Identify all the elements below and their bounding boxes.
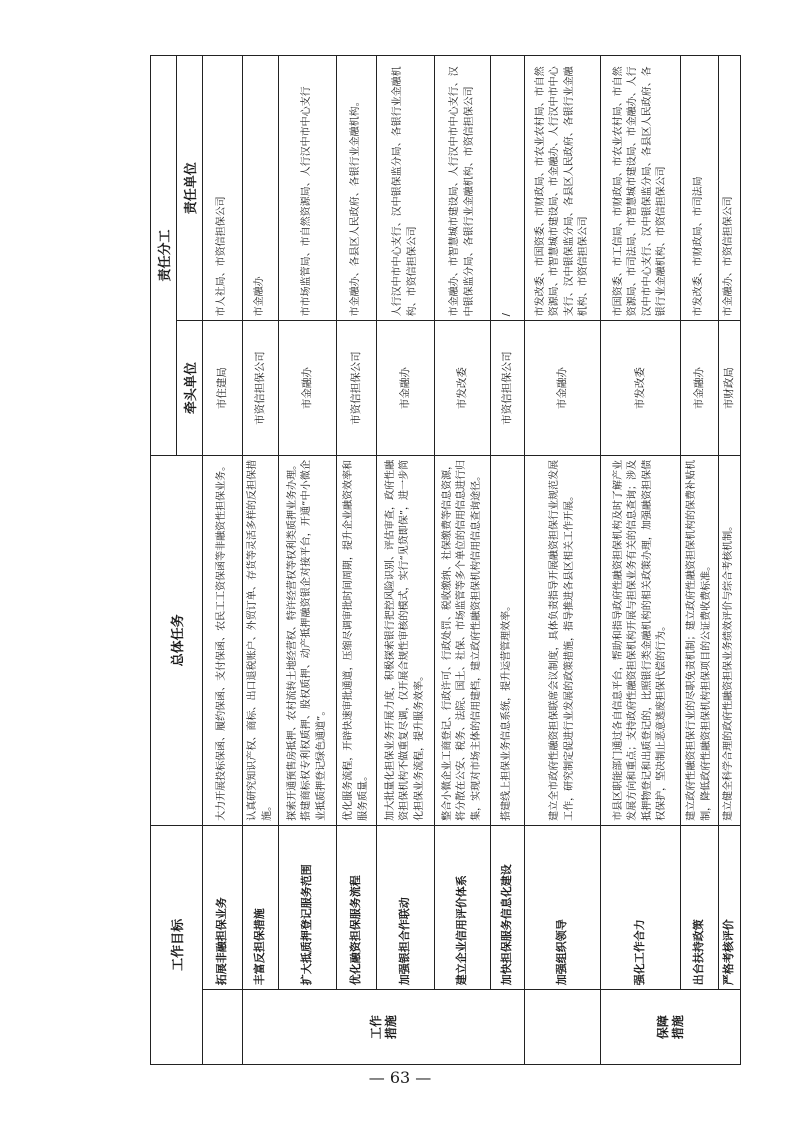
- table-row: [601, 56, 681, 1065]
- table-row: [491, 56, 525, 1065]
- lead-unit-cell: 市金融办: [681, 321, 719, 456]
- task-cell: 探索开通预售房抵押、农村流转土地经营权、特许经营权等权利类质押业务办理。搭建商标权专利权质押、股权质押、动产抵押融资银企对接平台，开通“中小微企业抵质押登记绿色通道”。: [279, 455, 337, 825]
- task-cell: 认真研究知识产权、商标、出口退税账户、外贸订单、存货等灵活多样的反担保措施。: [243, 455, 279, 825]
- responsible-units-cell: 市发改委、市财政局、市司法局: [681, 56, 719, 321]
- lead-unit-cell: 市资信担保公司: [243, 321, 279, 456]
- responsible-units-cell: 市金融办、市智慧城市建设局、人行汉中市中心支行、汉中银保监分局、各银行业金融机构、市资信担保公司: [435, 56, 491, 321]
- table-row: [377, 56, 435, 1065]
- responsible-units-cell: 人行汉中市中心支行、汉中银保监分局、各银行业金融机构、市资信担保公司: [377, 56, 435, 321]
- table-row: [719, 56, 741, 1065]
- category-blank-cell: [203, 990, 243, 1065]
- responsible-units-cell: 市市场监管局、市自然资源局、人行汉中市中心支行: [279, 56, 337, 321]
- lead-unit-cell: 市资信担保公司: [491, 321, 525, 456]
- goal-cell: 出台扶持政策: [681, 825, 719, 989]
- category-measures: 工作 措施: [243, 990, 525, 1065]
- task-cell: 市县区职能部门通过各自信息平台，帮助和指导政府性融资担保机构及时了解产业发展方向和重点；支持政府性融资担保机构开展与担保业务有关的信息查询；涉及抵押物登记和出质登记的，比照银行类金融机构的相关政策办理，加强融资担保债权保护，坚决制止恶意逃废担保代偿的行为。: [601, 455, 681, 825]
- responsible-units-cell: /: [491, 56, 525, 321]
- header-task: 总体任务: [151, 455, 203, 825]
- goal-cell: 丰富反担保措施: [243, 825, 279, 989]
- responsible-units-cell: 市发改委、市国资委、市财政局、市农业农村局、市自然资源局、市智慧城市建设局、市金融办、人行汉中市中心支行、汉中银保监分局、各县区人民政府、各银行业金融机构、市资信担保公司: [525, 56, 601, 321]
- goal-cell: 优化融资担保服务流程: [337, 825, 377, 989]
- responsible-units-cell: 市金融办、各县区人民政府、各银行业金融机构。: [337, 56, 377, 321]
- task-cell: 建立全市政府性融资担保联席会议制度，具体负责指导开展融资担保行业规范发展工作，研究制定促进行业发展的政策措施，指导推进各县区相关工作开展。: [525, 455, 601, 825]
- header-division: 责任分工: [151, 56, 177, 456]
- goal-cell: 强化工作合力: [601, 825, 681, 989]
- table-row: [337, 56, 377, 1065]
- lead-unit-cell: 市金融办: [525, 321, 601, 456]
- responsibility-table: [150, 55, 741, 1065]
- responsible-units-cell: 市国资委、市工信局、市财政局、市农业农村局、市自然资源局、市司法局、市智慧城市建设局、市金融办、人行汉中市中心支行、汉中银保监分局、各县区人民政府、各银行业金融机构、市资信担保公司: [601, 56, 681, 321]
- responsible-units-cell: 市人社局、市资信担保公司: [203, 56, 243, 321]
- goal-cell: 加强组织领导: [525, 825, 601, 989]
- goal-cell: 建立企业信用评价体系: [435, 825, 491, 989]
- lead-unit-cell: 市金融办: [377, 321, 435, 456]
- task-cell: 加大批量化担保业务开展力度，积极探索银行把控风险识别、评估审查，政府性融资担保机构不做重复尽调，仅开展合规性审核的模式，实行“见贷即保”，进一步简化担保业务流程，提升服务效率。: [377, 455, 435, 825]
- page-number: — 63 —: [368, 1068, 432, 1087]
- table-row: [279, 56, 337, 1065]
- goal-cell: 扩大抵质押登记服务范围: [279, 825, 337, 989]
- lead-unit-cell: 市发改委: [601, 321, 681, 456]
- task-cell: 建立健全科学合理的政府性融资担保业务绩效评价与综合考核机制。: [719, 455, 741, 825]
- rotated-table-container: [150, 55, 736, 1065]
- responsible-units-cell: 市金融办、市资信担保公司: [719, 56, 741, 321]
- category-blank-cell: [525, 990, 601, 1065]
- responsible-units-cell: 市金融办: [243, 56, 279, 321]
- task-cell: 整合小微企业工商登记、行政许可、行政处罚、税收缴纳、社保缴费等信息资源，将分散在公安、税务、法院、国土、社保、市场监管等多个单位的信用信息进行归集，实现对市场主体的信用建档，建立政府性融资担保机构信用信息查询途径。: [435, 455, 491, 825]
- goal-cell: 拓展非融担保业务: [203, 825, 243, 989]
- table-row: [435, 56, 491, 1065]
- lead-unit-cell: 市资信担保公司: [337, 321, 377, 456]
- table-row: [681, 56, 719, 1065]
- lead-unit-cell: 市财政局: [719, 321, 741, 456]
- table-row: [203, 56, 243, 1065]
- lead-unit-cell: 市金融办: [279, 321, 337, 456]
- task-cell: 大力开展投标保函、履约保函、支付保函、农民工工资保函等非融资性担保业务。: [203, 455, 243, 825]
- goal-cell: 加强银担合作联动: [377, 825, 435, 989]
- header-goal: 工作目标: [151, 825, 203, 1064]
- header-units: 责任单位: [177, 56, 203, 321]
- header-row-1: [151, 56, 177, 1065]
- lead-unit-cell: 市住建局: [203, 321, 243, 456]
- table-row: [525, 56, 601, 1065]
- lead-unit-cell: 市发改委: [435, 321, 491, 456]
- goal-cell: 严格考核评价: [719, 825, 741, 989]
- category-guarantee: 保障 措施: [601, 990, 741, 1065]
- task-cell: 优化服务流程，开辟快速审批通道，压缩尽调审批时间周期，提升企业融资效率和服务质量。: [337, 455, 377, 825]
- goal-cell: 加快担保服务信息化建设: [491, 825, 525, 989]
- table-row: [243, 56, 279, 1065]
- task-cell: 搭建线上担保业务信息系统，提升运营管理效率。: [491, 455, 525, 825]
- task-cell: 建立政府性融资担保行业的尽职免责机制；建立政府性融资担保机构的保费补贴机制，降低政府性融资担保机构担保项目的公证费收费标准。: [681, 455, 719, 825]
- header-lead: 牵头单位: [177, 321, 203, 456]
